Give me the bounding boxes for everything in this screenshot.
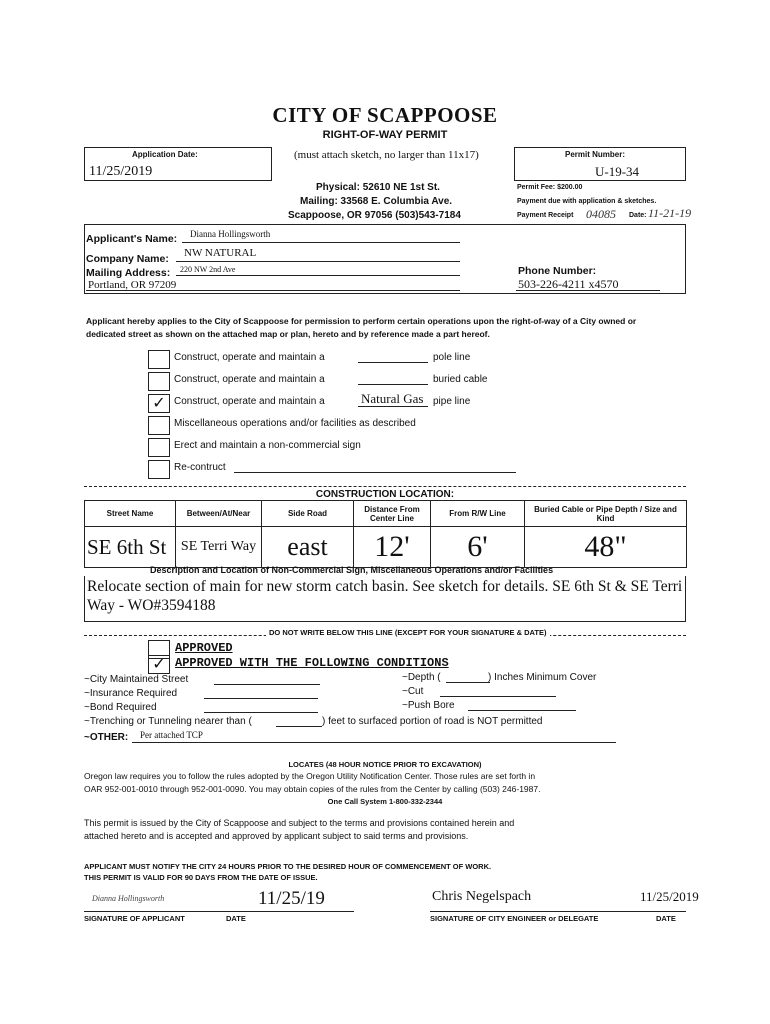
issued-line-1: This permit is issued by the City of Scappoose and subject to the terms and provisions contained herein and bbox=[84, 818, 515, 828]
trenching-label: ~Trenching or Tunneling nearer than ( bbox=[84, 716, 252, 727]
locates-title: LOCATES (48 HOUR NOTICE PRIOR TO EXCAVATION) bbox=[288, 760, 482, 769]
other-label: ~OTHER: bbox=[84, 732, 129, 743]
option-checkbox-5[interactable] bbox=[148, 438, 170, 457]
option-fill-line-1 bbox=[358, 362, 428, 363]
application-date-value: 11/25/2019 bbox=[89, 164, 153, 179]
permit-fee: Permit Fee: $200.00 bbox=[517, 184, 583, 191]
option-label-3: Construct, operate and maintain a bbox=[174, 396, 325, 407]
engineer-date-label: DATE bbox=[656, 914, 676, 923]
application-date-label: Application Date: bbox=[132, 150, 198, 159]
applicant-sign-date: 11/25/19 bbox=[258, 888, 325, 909]
value-distance-center: 12' bbox=[354, 527, 431, 568]
header-between: Between/At/Near bbox=[176, 501, 262, 527]
option-checkbox-4[interactable] bbox=[148, 416, 170, 435]
sketch-note: (must attach sketch, no larger than 11x17) bbox=[294, 149, 479, 161]
applicant-date-label: DATE bbox=[226, 914, 246, 923]
option-label-1: Construct, operate and maintain a bbox=[174, 352, 325, 363]
other-value: Per attached TCP bbox=[140, 730, 203, 740]
option-suffix-2: buried cable bbox=[433, 374, 488, 385]
header-from-rw: From R/W Line bbox=[431, 501, 525, 527]
option-checkbox-2[interactable] bbox=[148, 372, 170, 391]
option-checkbox-3[interactable]: ✓ bbox=[148, 394, 170, 413]
company-name-value: NW NATURAL bbox=[184, 247, 257, 259]
mailing-address-value: 220 NW 2nd Ave bbox=[180, 265, 236, 274]
construction-top-rule bbox=[84, 486, 686, 487]
engineer-sign-date: 11/25/2019 bbox=[640, 889, 699, 904]
applicant-signature-label: SIGNATURE OF APPLICANT bbox=[84, 914, 185, 923]
depth-label: ~Depth ( bbox=[402, 672, 441, 683]
construction-location-table bbox=[84, 500, 687, 568]
payment-receipt-label: Payment Receipt bbox=[517, 212, 574, 219]
insurance-label: ~Insurance Required bbox=[84, 688, 178, 699]
city-address: Scappoose, OR 97056 (503)543-7184 bbox=[288, 210, 461, 221]
construction-title: CONSTRUCTION LOCATION: bbox=[315, 489, 455, 500]
description-title: Description and Location of Non-Commercial Sign, Miscellaneous Operations and/or Facilities bbox=[150, 565, 554, 575]
header-depth: Buried Cable or Pipe Depth / Size and Kind bbox=[525, 501, 687, 527]
locates-line-2: OAR 952-001-0010 through 952-001-0090. You may obtain copies of the rules from the Center by calling (503) 246-1987. bbox=[84, 784, 541, 794]
push-bore-line bbox=[468, 710, 576, 711]
engineer-signature-line bbox=[430, 911, 686, 912]
description-box bbox=[84, 576, 686, 622]
locates-line-1: Oregon law requires you to follow the rules adopted by the Oregon Utility Notification Center. Those rules are set forth in bbox=[84, 771, 536, 781]
option-label-6: Re-contruct bbox=[174, 462, 226, 473]
receipt-date-label: Date: bbox=[629, 212, 647, 219]
option-label-4: Miscellaneous operations and/or facilities as described bbox=[174, 418, 416, 429]
cut-label: ~Cut bbox=[402, 686, 424, 697]
push-bore-label: ~Push Bore bbox=[402, 700, 455, 711]
option-label-2: Construct, operate and maintain a bbox=[174, 374, 325, 385]
physical-address: Physical: 52610 NE 1st St. bbox=[316, 182, 440, 193]
applicant-signature: Dianna Hollingsworth bbox=[92, 894, 165, 903]
company-name-label: Company Name: bbox=[86, 253, 169, 265]
option-suffix-1: pole line bbox=[433, 352, 471, 363]
depth-suffix: ) Inches Minimum Cover bbox=[488, 672, 597, 683]
city-title: CITY OF SCAPPOOSE bbox=[272, 103, 498, 127]
option-fill-value-3: Natural Gas bbox=[361, 391, 424, 406]
value-depth: 48" bbox=[525, 527, 687, 568]
engineer-signature: Chris Negelspach bbox=[432, 889, 532, 904]
applicant-name-label: Applicant's Name: bbox=[86, 233, 178, 245]
insurance-line bbox=[204, 698, 318, 699]
cut-line bbox=[440, 696, 556, 697]
receipt-date-value: 11-21-19 bbox=[648, 206, 692, 220]
header-street-name: Street Name bbox=[85, 501, 176, 527]
mailing-address-label: Mailing Address: bbox=[86, 267, 171, 279]
permit-number-label: Permit Number: bbox=[565, 150, 626, 159]
value-side-road: east bbox=[262, 527, 354, 568]
company-name-line bbox=[176, 261, 460, 262]
phone-label: Phone Number: bbox=[518, 265, 597, 277]
bond-line bbox=[204, 712, 318, 713]
option-fill-line-3 bbox=[358, 406, 428, 407]
other-line bbox=[132, 742, 616, 743]
payment-receipt-value: 04085 bbox=[586, 207, 616, 221]
approved-label: APPROVED bbox=[175, 641, 233, 655]
notice-line-2: THIS PERMIT IS VALID FOR 90 DAYS FROM THE DATE OF ISSUE. bbox=[84, 873, 318, 882]
applicant-name-line bbox=[182, 242, 460, 243]
mailing-city-line bbox=[86, 290, 460, 291]
applicant-name-value: Dianna Hollingsworth bbox=[190, 229, 271, 239]
header-side-road: Side Road bbox=[262, 501, 354, 527]
mailing-city-value: Portland, OR 97209 bbox=[88, 279, 177, 291]
value-between: SE Terri Way bbox=[176, 527, 262, 568]
depth-line bbox=[446, 682, 490, 683]
bond-label: ~Bond Required bbox=[84, 702, 157, 713]
engineer-signature-label: SIGNATURE OF CITY ENGINEER or DELEGATE bbox=[430, 914, 599, 923]
approved-conditions-checkbox[interactable]: ✓ bbox=[148, 655, 170, 674]
permit-type: RIGHT-OF-WAY PERMIT bbox=[322, 129, 448, 141]
value-from-rw: 6' bbox=[431, 527, 525, 568]
option-fill-line-2 bbox=[358, 384, 428, 385]
city-street-label: ~City Maintained Street bbox=[84, 674, 189, 685]
phone-line bbox=[516, 290, 660, 291]
header-distance-center: Distance From Center Line bbox=[354, 501, 431, 527]
mailing-address-line bbox=[176, 275, 460, 276]
option-suffix-3: pipe line bbox=[433, 396, 471, 407]
payment-note: Payment due with application & sketches. bbox=[517, 198, 657, 205]
approved-conditions-label: APPROVED WITH THE FOLLOWING CONDITIONS bbox=[175, 656, 449, 670]
phone-value: 503-226-4211 x4570 bbox=[518, 277, 619, 291]
issued-line-2: attached hereto and is accepted and approved by applicant subject to said terms and provisions. bbox=[84, 831, 469, 841]
option-fill-line-6 bbox=[234, 472, 516, 473]
applicant-signature-line bbox=[84, 911, 354, 912]
mailing-address: Mailing: 33568 E. Columbia Ave. bbox=[300, 196, 453, 207]
notice-line-1: APPLICANT MUST NOTIFY THE CITY 24 HOURS PRIOR TO THE DESIRED HOUR OF COMMENCEMENT OF WORK. bbox=[84, 862, 492, 871]
description-text: Relocate section of main for new storm catch basin. See sketch for details. SE 6th St & SE Terri Way - WO#3594188 bbox=[87, 578, 683, 614]
trenching-suffix: ) feet to surfaced portion of road is NOT permitted bbox=[322, 716, 543, 727]
value-street-name: SE 6th St bbox=[85, 527, 176, 568]
permit-number-value: U-19-34 bbox=[595, 164, 640, 179]
option-checkbox-6[interactable] bbox=[148, 460, 170, 479]
option-checkbox-1[interactable] bbox=[148, 350, 170, 369]
locates-line-3: One Call System 1-800-332-2344 bbox=[327, 797, 443, 806]
city-street-line bbox=[214, 684, 320, 685]
do-not-write-note: DO NOT WRITE BELOW THIS LINE (EXCEPT FOR YOUR SIGNATURE & DATE) bbox=[266, 628, 550, 637]
application-statement: Applicant hereby applies to the City of Scappoose for permission to perform certain operations upon the right-of-way of a City owned or dedicated street as shown on the attached map or plan, hereto and by reference made a part hereof. bbox=[86, 316, 637, 339]
trenching-line bbox=[276, 726, 322, 727]
option-label-5: Erect and maintain a non-commercial sign bbox=[174, 440, 361, 451]
